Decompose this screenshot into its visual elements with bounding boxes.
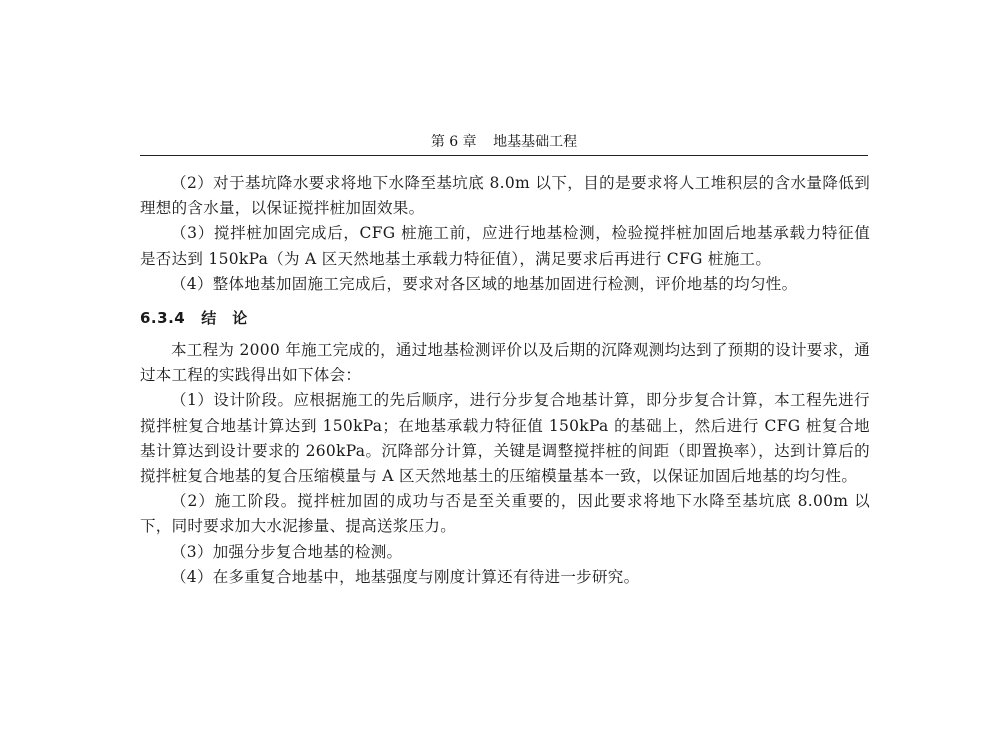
chapter-title: 地基基础工程 (493, 134, 578, 150)
chapter-number: 第 6 章 (430, 134, 477, 150)
section-number: 6.3.4 (140, 309, 186, 328)
section-heading (140, 306, 870, 330)
section-title: 结 论 (201, 309, 248, 328)
body-text (140, 171, 870, 590)
paragraph: 本工程为 2000 年施工完成的，通过地基检测评价以及后期的沉降观测均达到了预期的设计要求，通过本工程的实践得出如下体会： (140, 341, 870, 385)
paragraph: （4）在多重复合地基中，地基强度与刚度计算还有待进一步研究。 (171, 567, 640, 586)
paragraph: （1）设计阶段。应根据施工的先后顺序，进行分步复合地基计算，即分步复合计算，本工程先进行搅拌桩复合地基计算达到 150kPa；在地基承载力特征值 150kPa 的基础上，然后进行 CFG 桩复合地基计算达到设计要求的 260kPa。沉降部分计算，关键是调整搅拌桩的间距（即置换率），达到计算后的搅拌桩复合地基的复合压缩模量与 A 区天然地基土的压缩模量基本一致，以保证加固后地基的均匀性。 (140, 391, 870, 486)
paragraph: （3）搅拌桩加固完成后，CFG 桩施工前，应进行地基检测，检验搅拌桩加固后地基承载力特征值是否达到 150kPa（为 A 区天然地基土承载力特征值），满足要求后再进行 CFG 桩施工。 (140, 224, 870, 268)
paragraph: （2）施工阶段。搅拌桩加固的成功与否是至关重要的，因此要求将地下水降至基坑底 8.00m 以下，同时要求加大水泥掺量、提高送浆压力。 (140, 492, 870, 536)
paragraph: （4）整体地基加固施工完成后，要求对各区域的地基加固进行检测，评价地基的均匀性。 (171, 274, 798, 293)
running-header (140, 131, 868, 151)
header-rule (140, 155, 868, 156)
paragraph: （2）对于基坑降水要求将地下水降至基坑底 8.0m 以下，目的是要求将人工堆积层的含水量降低到理想的含水量，以保证搅拌桩加固效果。 (140, 174, 870, 218)
paragraph: （3）加强分步复合地基的检测。 (171, 542, 403, 561)
